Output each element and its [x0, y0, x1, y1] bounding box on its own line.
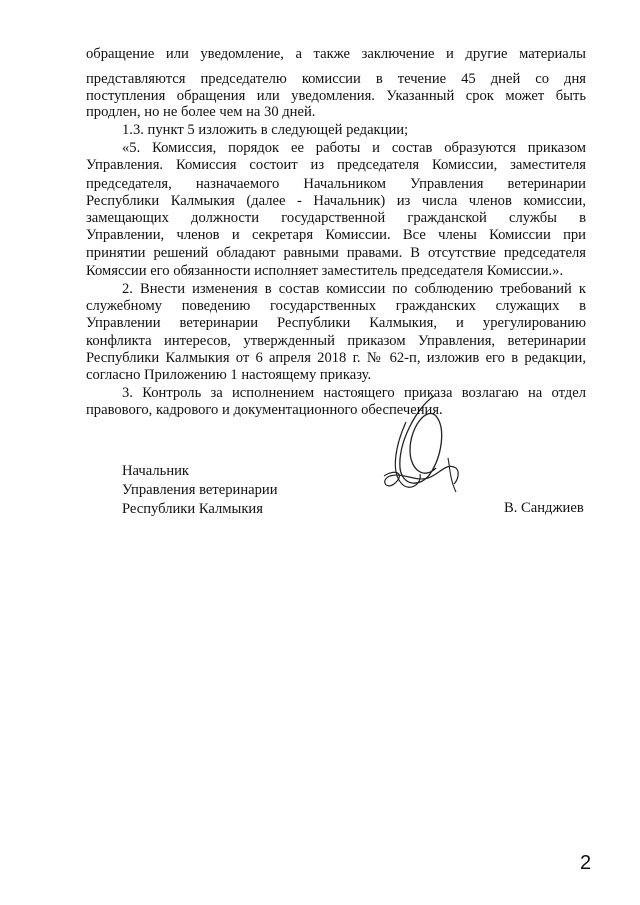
body-line: согласно Приложению 1 настоящему приказу.	[86, 367, 372, 383]
body-line: служебному поведению государственных гражданских служащих в	[86, 298, 586, 314]
signatory-position-line: Управления ветеринарии	[122, 482, 278, 498]
signatory-position-line: Начальник	[122, 463, 190, 479]
body-line: правового, кадрового и документационного обеспечения.	[86, 402, 443, 418]
signatory-name: В. Санджиев	[504, 500, 584, 516]
body-line: Управлении, членов и секретаря Комиссии. Все члены Комиссии при	[86, 227, 586, 243]
body-line: продлен, но не более чем на 30 дней.	[86, 104, 316, 120]
body-line: 2. Внести изменения в состав комиссии по соблюдению требований к	[122, 281, 586, 297]
body-line: принятии решений обладают равными правами. В отсутствие председателя	[86, 245, 586, 261]
body-line: конфликта интересов, утвержденный приказом Управления, ветеринарии	[86, 333, 586, 349]
body-line: 1.3. пункт 5 изложить в следующей редакции;	[122, 122, 409, 138]
body-line: Управлении ветеринарии Республики Калмыкия, и урегулированию	[86, 315, 586, 331]
body-line: замещающих должности государственной гражданской службы в	[86, 210, 586, 226]
signatory-position	[122, 462, 278, 519]
body-line: председателя, назначаемого Начальником Управления ветеринарии	[86, 176, 586, 192]
body-line: Республики Калмыкия от 6 апреля 2018 г. № 62-п, изложив его в редакции,	[86, 350, 586, 366]
body-line: Управления. Комиссия состоит из председателя Комиссии, заместителя	[86, 157, 586, 173]
body-line: 3. Контроль за исполнением настоящего приказа возлагаю на отдел	[122, 385, 586, 401]
handwritten-signature	[376, 388, 466, 498]
body-line: Республики Калмыкия (далее - Начальник) из числа членов комиссии,	[86, 193, 586, 209]
body-line: поступления обращения или уведомления. Указанный срок может быть	[86, 88, 586, 104]
body-line: Комяссии его обязанности исполняет заместитель председателя Комиссии.».	[86, 263, 564, 279]
page-number: 2	[580, 852, 592, 874]
signatory-position-line: Республики Калмыкия	[122, 501, 263, 517]
body-line: «5. Комиссия, порядок ее работы и состав образуются приказом	[122, 140, 586, 156]
body-line: обращение или уведомление, а также заключение и другие материалы	[86, 46, 586, 62]
body-line: представляются председателю комиссии в течение 45 дней со дня	[86, 71, 586, 87]
